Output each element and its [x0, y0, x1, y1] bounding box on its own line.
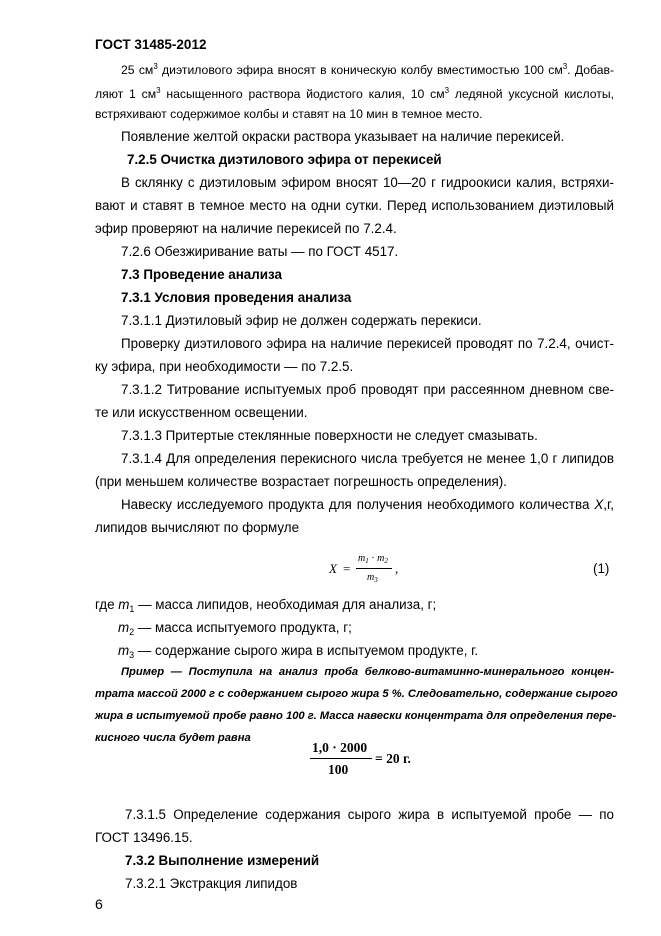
text-line: 7.2.6 Обезжиривание ваты — по ГОСТ 4517. — [121, 244, 399, 259]
superscript: 3 — [562, 62, 568, 71]
text-line: 7.3.2.1 Экстракция липидов — [125, 876, 298, 891]
formula-denominator — [367, 572, 378, 583]
superscript: 3 — [153, 62, 158, 71]
where-line — [95, 597, 614, 613]
text-line: Проверку диэтилового эфира на наличие перекисей проводят по 7.2.4, очист- — [121, 336, 614, 351]
text-line: липидов вычисляют по формуле — [95, 520, 300, 535]
text-line: 7.3.1.2 Титрование испытуемых проб проводят при рассеянном дневном све- — [121, 382, 614, 397]
text-line: вают и ставят в темное место на одни сутки. Перед использованием диэтиловый — [95, 198, 614, 213]
formula-numerator — [358, 553, 388, 564]
text-line — [121, 62, 614, 78]
text-line: 7.3.1.5 Определение содержания сырого жира в испытуемой пробе — по — [125, 807, 614, 822]
text-span: диэтилового эфира вносят в коническую колбу вместимостью 100 см — [157, 63, 563, 77]
where-line — [118, 643, 637, 659]
document-header: ГОСТ 31485-2012 — [95, 37, 207, 52]
text-span: m — [118, 620, 130, 635]
fraction-bar — [356, 568, 392, 569]
text-line: (при меньшем количестве возрастает погрешность определения). — [95, 474, 507, 489]
text-span: m — [358, 553, 366, 564]
subscript: 2 — [384, 557, 388, 565]
text-span: насыщенного раствора йодистого калия, 10 см — [160, 87, 445, 101]
text-line: эфир проверяют на наличие перекисей по 7.2.4. — [95, 221, 397, 236]
text-line — [121, 497, 614, 513]
text-span: ,г, — [603, 497, 614, 512]
section-heading-7-3: 7.3 Проведение анализа — [121, 267, 282, 282]
text-span: · — [371, 553, 375, 564]
text-line — [95, 86, 614, 102]
section-heading-7-3-1: 7.3.1 Условия проведения анализа — [121, 290, 352, 305]
example-line: Пример — Поступила на анализ проба белково-витаминно-минерального концен- — [121, 666, 614, 678]
text-span: m — [377, 553, 385, 564]
text-span: Навеску исследуемого продукта для получения необходимого количества — [121, 497, 595, 512]
formula2-numerator: 1,0 · 2000 — [312, 740, 368, 755]
superscript: 3 — [444, 86, 450, 95]
text-span: . Добав- — [567, 63, 615, 77]
variable-x: X — [594, 497, 604, 512]
formula-number: (1) — [593, 561, 610, 576]
formula2-result: = 20 г. — [375, 751, 411, 766]
text-span: m — [118, 597, 130, 612]
text-span: m — [367, 572, 375, 583]
formula-lhs: X — [329, 561, 337, 576]
text-span: — масса липидов, необходимая для анализа, г; — [134, 597, 437, 612]
formula-equals: = — [343, 561, 351, 576]
subscript: 2 — [129, 627, 135, 637]
subscript: 1 — [129, 604, 135, 614]
subscript: 3 — [374, 576, 378, 584]
text-line: 7.3.1.4 Для определения перекисного числа требуется не менее 1,0 г липидов — [121, 451, 614, 466]
page-number: 6 — [95, 896, 103, 912]
text-span: — содержание сырого жира в испытуемом продукте, г. — [134, 643, 479, 658]
subscript: 3 — [129, 650, 135, 660]
text-span: ляют 1 см — [95, 87, 157, 101]
text-span: 25 см — [121, 63, 154, 77]
section-heading-7-3-2: 7.3.2 Выполнение измерений — [125, 853, 320, 868]
text-span: — масса испытуемого продукта, г; — [134, 620, 352, 635]
text-line: Появление желтой окраски раствора указывает на наличие перекисей. — [121, 129, 565, 144]
example-line: жира в испытуемой пробе равно 100 г. Масса навески концентрата для определения пере- — [95, 710, 617, 722]
fraction-bar — [310, 758, 372, 759]
example-line: кисного числа будет равна — [95, 732, 251, 744]
text-line: В склянку с диэтиловым эфиром вносят 10—20 г гидроокиси калия, встряхи- — [121, 175, 614, 190]
example-line: трата массой 2000 г с содержанием сырого жира 5 %. Следовательно, содержание сырого — [95, 688, 618, 700]
section-heading-7-2-5: 7.2.5 Очистка диэтилового эфира от перекисей — [127, 152, 442, 167]
text-line: встряхивают содержимое колбы и ставят на 10 мин в темное место. — [95, 107, 483, 121]
where-line — [118, 620, 637, 636]
text-span: ледяной уксусной кислоты, — [449, 87, 614, 101]
text-line: те или искусственном освещении. — [95, 405, 308, 420]
text-span: где — [95, 597, 119, 612]
superscript: 3 — [156, 86, 161, 95]
text-line: 7.3.1.1 Диэтиловый эфир не должен содержать перекиси. — [121, 313, 482, 328]
text-line: ку эфира, при необходимости — по 7.2.5. — [95, 359, 354, 374]
text-span: m — [118, 643, 130, 658]
text-line: ГОСТ 13496.15. — [95, 830, 193, 845]
text-line: 7.3.1.3 Притертые стеклянные поверхности не следует смазывать. — [121, 428, 538, 443]
subscript: 1 — [365, 557, 369, 565]
formula-comma: , — [395, 561, 399, 576]
formula2-denominator: 100 — [328, 762, 349, 777]
